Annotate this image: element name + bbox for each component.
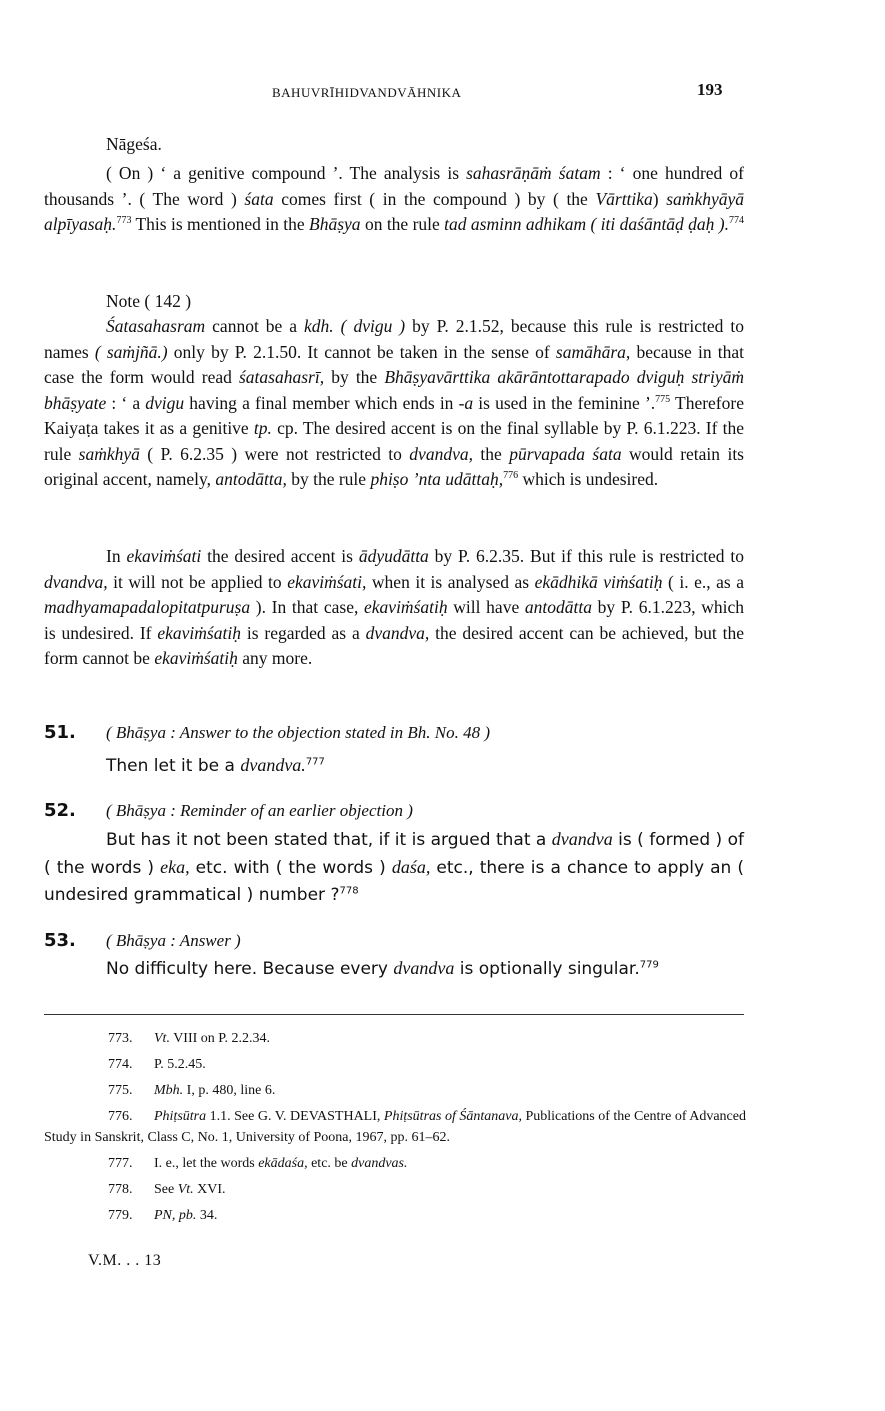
footnote-ref[interactable]: 773 bbox=[116, 215, 132, 227]
section-label: ( Bhāṣya : Answer to the objection stated in Bh. No. 48 ) bbox=[106, 723, 491, 742]
section-number: 51. bbox=[44, 722, 76, 743]
intro-paragraph: ( On ) ‘ a genitive compound ’. The analysis is sahasrāṇāṁ śatam : ‘ one hundred of thousands ’. ( The word ) śata comes first ( in the compound ) by ( the Vārttika) saṁkhyāyā alpīyasaḥ.$^{773}$ This is mentioned in the Bhāṣya on the rule tad asminn adhikam ( iti daśāntāḍ ḍaḥ ).$^{774}$ bbox=[44, 163, 745, 234]
footnote-775: 775. Mbh. I, p. 480, line 6. bbox=[108, 1083, 276, 1098]
footnote-774: 774. P. 5.2.45. bbox=[108, 1057, 206, 1072]
footnote-779: 779. PN, pb. 34. bbox=[108, 1208, 218, 1223]
section-label: ( Bhāṣya : Reminder of an earlier objection ) bbox=[106, 801, 413, 820]
section-number: 52. bbox=[44, 800, 76, 821]
section-number: 53. bbox=[44, 930, 76, 951]
footnote-ref[interactable]: 775 bbox=[655, 393, 671, 405]
footnote-777: 777. I. e., let the words ekādaśa, etc. be dvandvas. bbox=[108, 1156, 408, 1171]
footnote-divider bbox=[44, 1014, 744, 1015]
note-heading: Note ( 142 ) bbox=[106, 291, 192, 311]
nagesa-label: Nāgeśa. bbox=[106, 134, 162, 154]
running-head: BAHUVRĪHIDVANDVĀHNIKA bbox=[272, 85, 462, 100]
footnote-ref[interactable]: 777 bbox=[305, 756, 325, 768]
note-paragraph-2: In ekaviṁśati the desired accent is ādyudātta by P. 6.2.35. But if this rule is restricted to dvandva, it will not be applied to ekaviṁśati, when it is analysed as ekādhikā viṁśatiḥ ( i. e., as a madhyamapadalopitatpuruṣa ). In that case, ekaviṁśatiḥ will have antodātta by P. 6.1.223, which is undesired. If ekaviṁśatiḥ is regarded as a dvandva, the desired accent can be achieved, but the form cannot be ekaviṁśatiḥ any more. bbox=[44, 546, 745, 668]
note-paragraph-1: Śatasahasram cannot be a kdh. ( dvigu ) by P. 2.1.52, because this rule is restricted to names ( saṁjñā.) only by P. 2.1.50. It cannot be taken in the sense of samāhāra, because in that case the form would read śatasahasrī, by the Bhāṣyavārttika akārāntottarapado dviguḥ striyāṁ bhāṣyate : ‘ a dvigu having a final member which ends in -a is used in the feminine ’.$^{775}$ Therefore Kaiyaṭa takes it as a genitive tp. cp. The desired accent is on the final syllable by P. 6.1.223. If the rule saṁkhyā ( P. 6.2.35 ) were not restricted to dvandva, the pūrvapada śata would retain its original accent, namely, antodātta, by the rule phiṣo ’nta udāttaḥ,$^{776}$ which is undesired. bbox=[44, 316, 745, 489]
footnote-773: 773. Vt. VIII on P. 2.2.34. bbox=[108, 1031, 271, 1046]
section-label: ( Bhāṣya : Answer ) bbox=[106, 931, 241, 950]
signature-mark: V.M. . . 13 bbox=[88, 1252, 162, 1269]
section-52-body: But has it not been stated that, if it is argued that a dvandva is ( formed ) of ( the words ) eka, etc. with ( the words ) daśa, etc., there is a chance to apply an ( undesired grammatical ) number ?$^{778}$ bbox=[44, 829, 745, 905]
footnote-ref[interactable]: 778 bbox=[339, 885, 359, 897]
footnote-ref[interactable]: 774 bbox=[729, 215, 745, 227]
nagesa-heading bbox=[44, 132, 744, 158]
section-51-heading bbox=[44, 722, 764, 743]
section-53-heading bbox=[44, 930, 764, 951]
footnote-776: 776. Phiṭsūtra 1.1. See G. V. DEVASTHALI, Phiṭsūtras of Śāntanava, Publications of the Centre of Advanced Study in Sanskrit, Class C, No. 1, University of Poona, 1967, pp. 61–62. bbox=[44, 1109, 746, 1145]
section-51-body: Then let it be a dvandva.$^{777}$ bbox=[106, 755, 325, 776]
page-number: 193 bbox=[697, 80, 723, 99]
section-52-heading bbox=[44, 800, 764, 821]
footnotes bbox=[44, 1028, 746, 1231]
footnote-ref[interactable]: 776 bbox=[503, 470, 519, 482]
footnote-778: 778. See Vt. XVI. bbox=[108, 1182, 226, 1197]
footnote-ref[interactable]: 779 bbox=[639, 959, 659, 971]
section-53-body: No difficulty here. Because every dvandva is optionally singular.$^{779}$ bbox=[106, 958, 659, 979]
